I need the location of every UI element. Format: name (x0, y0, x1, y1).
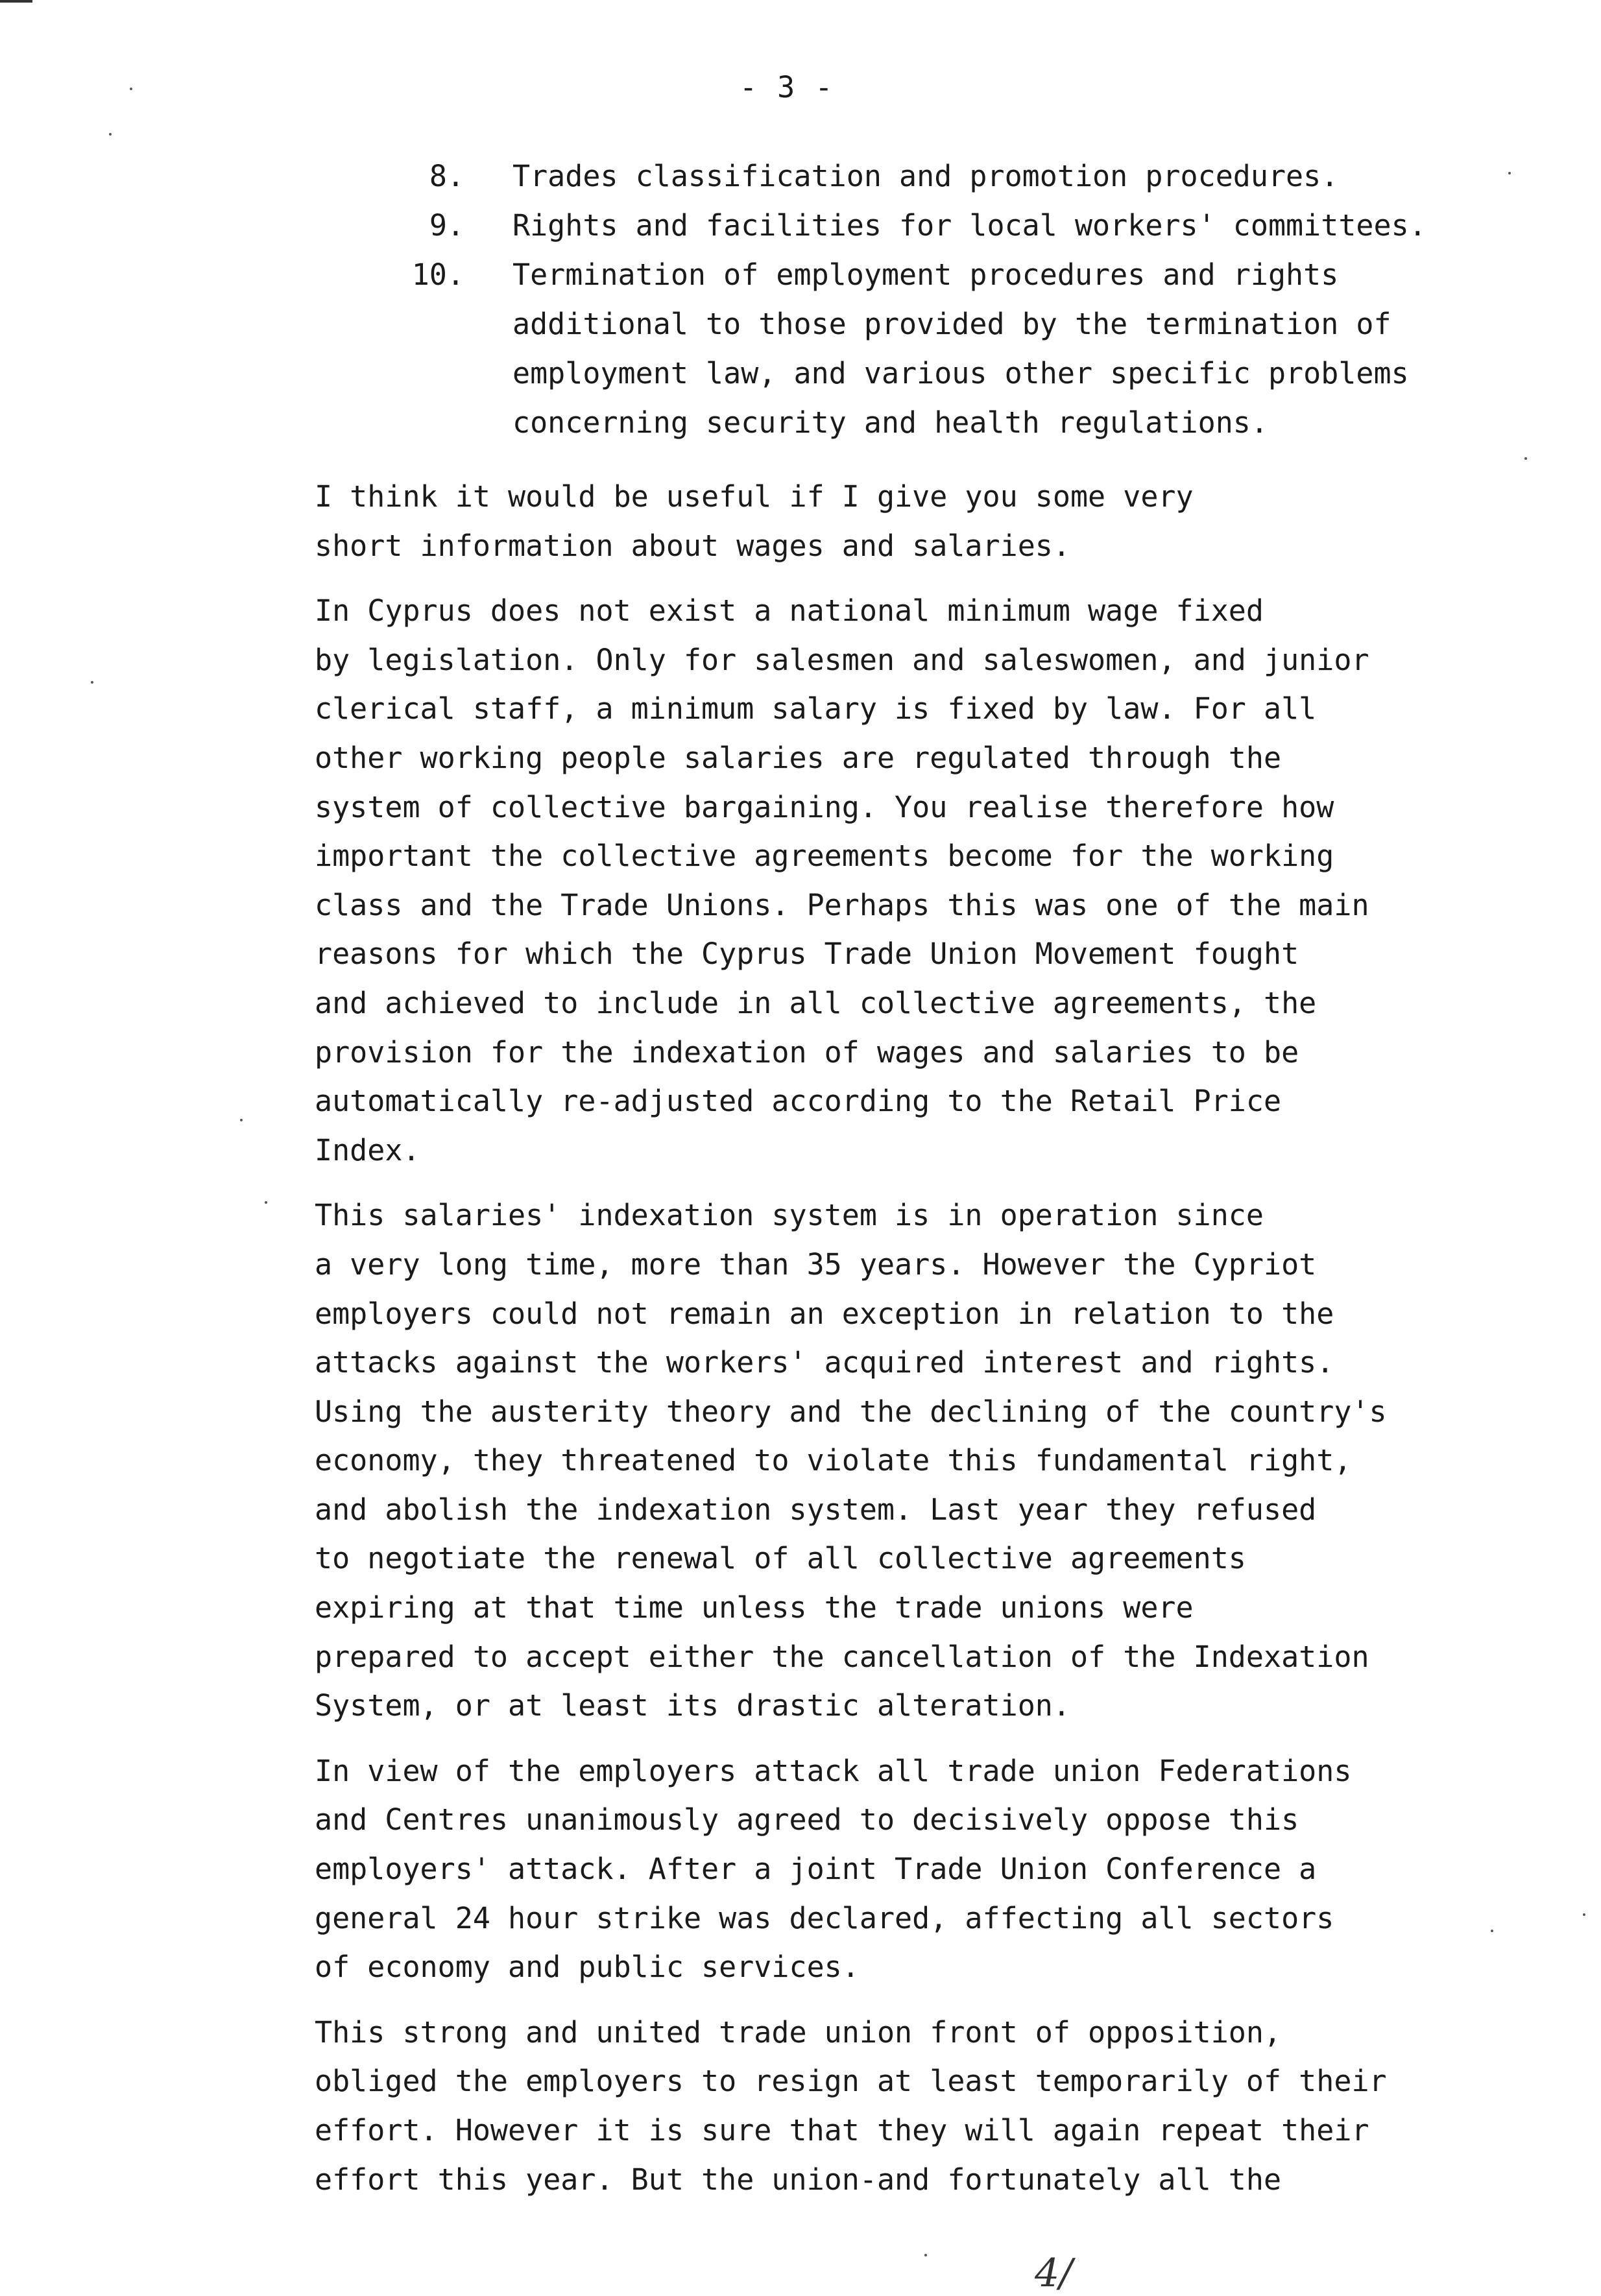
scan-speck (1583, 1913, 1585, 1916)
list-item (409, 201, 1550, 250)
paragraph: In view of the employers attack all trade union Federations and Centres unanimously agreed to decisively oppose this employers' attack. After a joint Trade Union Conference a general 24 hour strike was declared, affecting all sectors of economy and public services. (315, 1753, 1352, 1985)
scan-edge-mark (0, 0, 32, 3)
scan-speck (1524, 457, 1527, 460)
scan-speck (1508, 172, 1511, 174)
paragraph: This salaries' indexation system is in operation since a very long time, more than 35 years. However the Cypriot employers could not remain an exception in relation to the attacks against the workers' acquired interest and rights. Using the austerity theory and the declining of the country's economy, they threatened to violate this fundamental right, and abolish the indexation system. Last year they refused to negotiate the renewal of all collective agreements expiring at that time unless the trade unions were prepared to accept either the cancellation of the Indexation System, or at least its drastic alteration. (315, 1198, 1387, 1723)
scan-speck (109, 133, 112, 136)
list-item-text: Trades classification and promotion procedures. (512, 159, 1339, 193)
scan-speck (240, 1119, 243, 1121)
scan-speck (265, 1201, 267, 1204)
page-number: - 3 - (740, 70, 834, 104)
list-item (409, 250, 1550, 448)
body-text (315, 472, 1573, 2220)
handwritten-page-mark: 4/ (1035, 2251, 1073, 2296)
list-item-number: 10. (411, 257, 464, 292)
scan-speck (91, 681, 93, 684)
paragraph: I think it would be useful if I give you some very short information about wages and salaries. (315, 479, 1194, 563)
paragraph: In Cyprus does not exist a national minimum wage fixed by legislation. Only for salesmen and saleswomen, and junior clerical staff, a minimum salary is fixed by law. For all other working people salaries are regulated through the system of collective bargaining. You realise therefore how important the collective agreements become for the working class and the Trade Unions. Perhaps this was one of the main reasons for which the Cyprus Trade Union Movement fought and achieved to include in all collective agreements, the provision for the indexation of wages and salaries to be automatically re-adjusted according to the Retail Price Index. (315, 593, 1369, 1167)
list-item (409, 152, 1550, 201)
list-item-text: Termination of employment procedures and rights additional to those provided by the termination of employment law, and various other specific problems concerning security and health regulations. (512, 257, 1409, 440)
list-item-number: 9. (429, 208, 464, 243)
paragraph: This strong and united trade union front of opposition, obliged the employers to resign at least temporarily of their effort. However it is sure that they will again repeat their effort this year. But the union-and fortunately all the (315, 2015, 1387, 2197)
numbered-list (409, 152, 1550, 448)
scan-speck (1491, 1930, 1493, 1932)
list-item-text: Rights and facilities for local workers' committees. (512, 208, 1426, 243)
list-item-number: 8. (429, 159, 464, 193)
scan-speck (924, 2254, 927, 2256)
scan-speck (130, 88, 132, 90)
